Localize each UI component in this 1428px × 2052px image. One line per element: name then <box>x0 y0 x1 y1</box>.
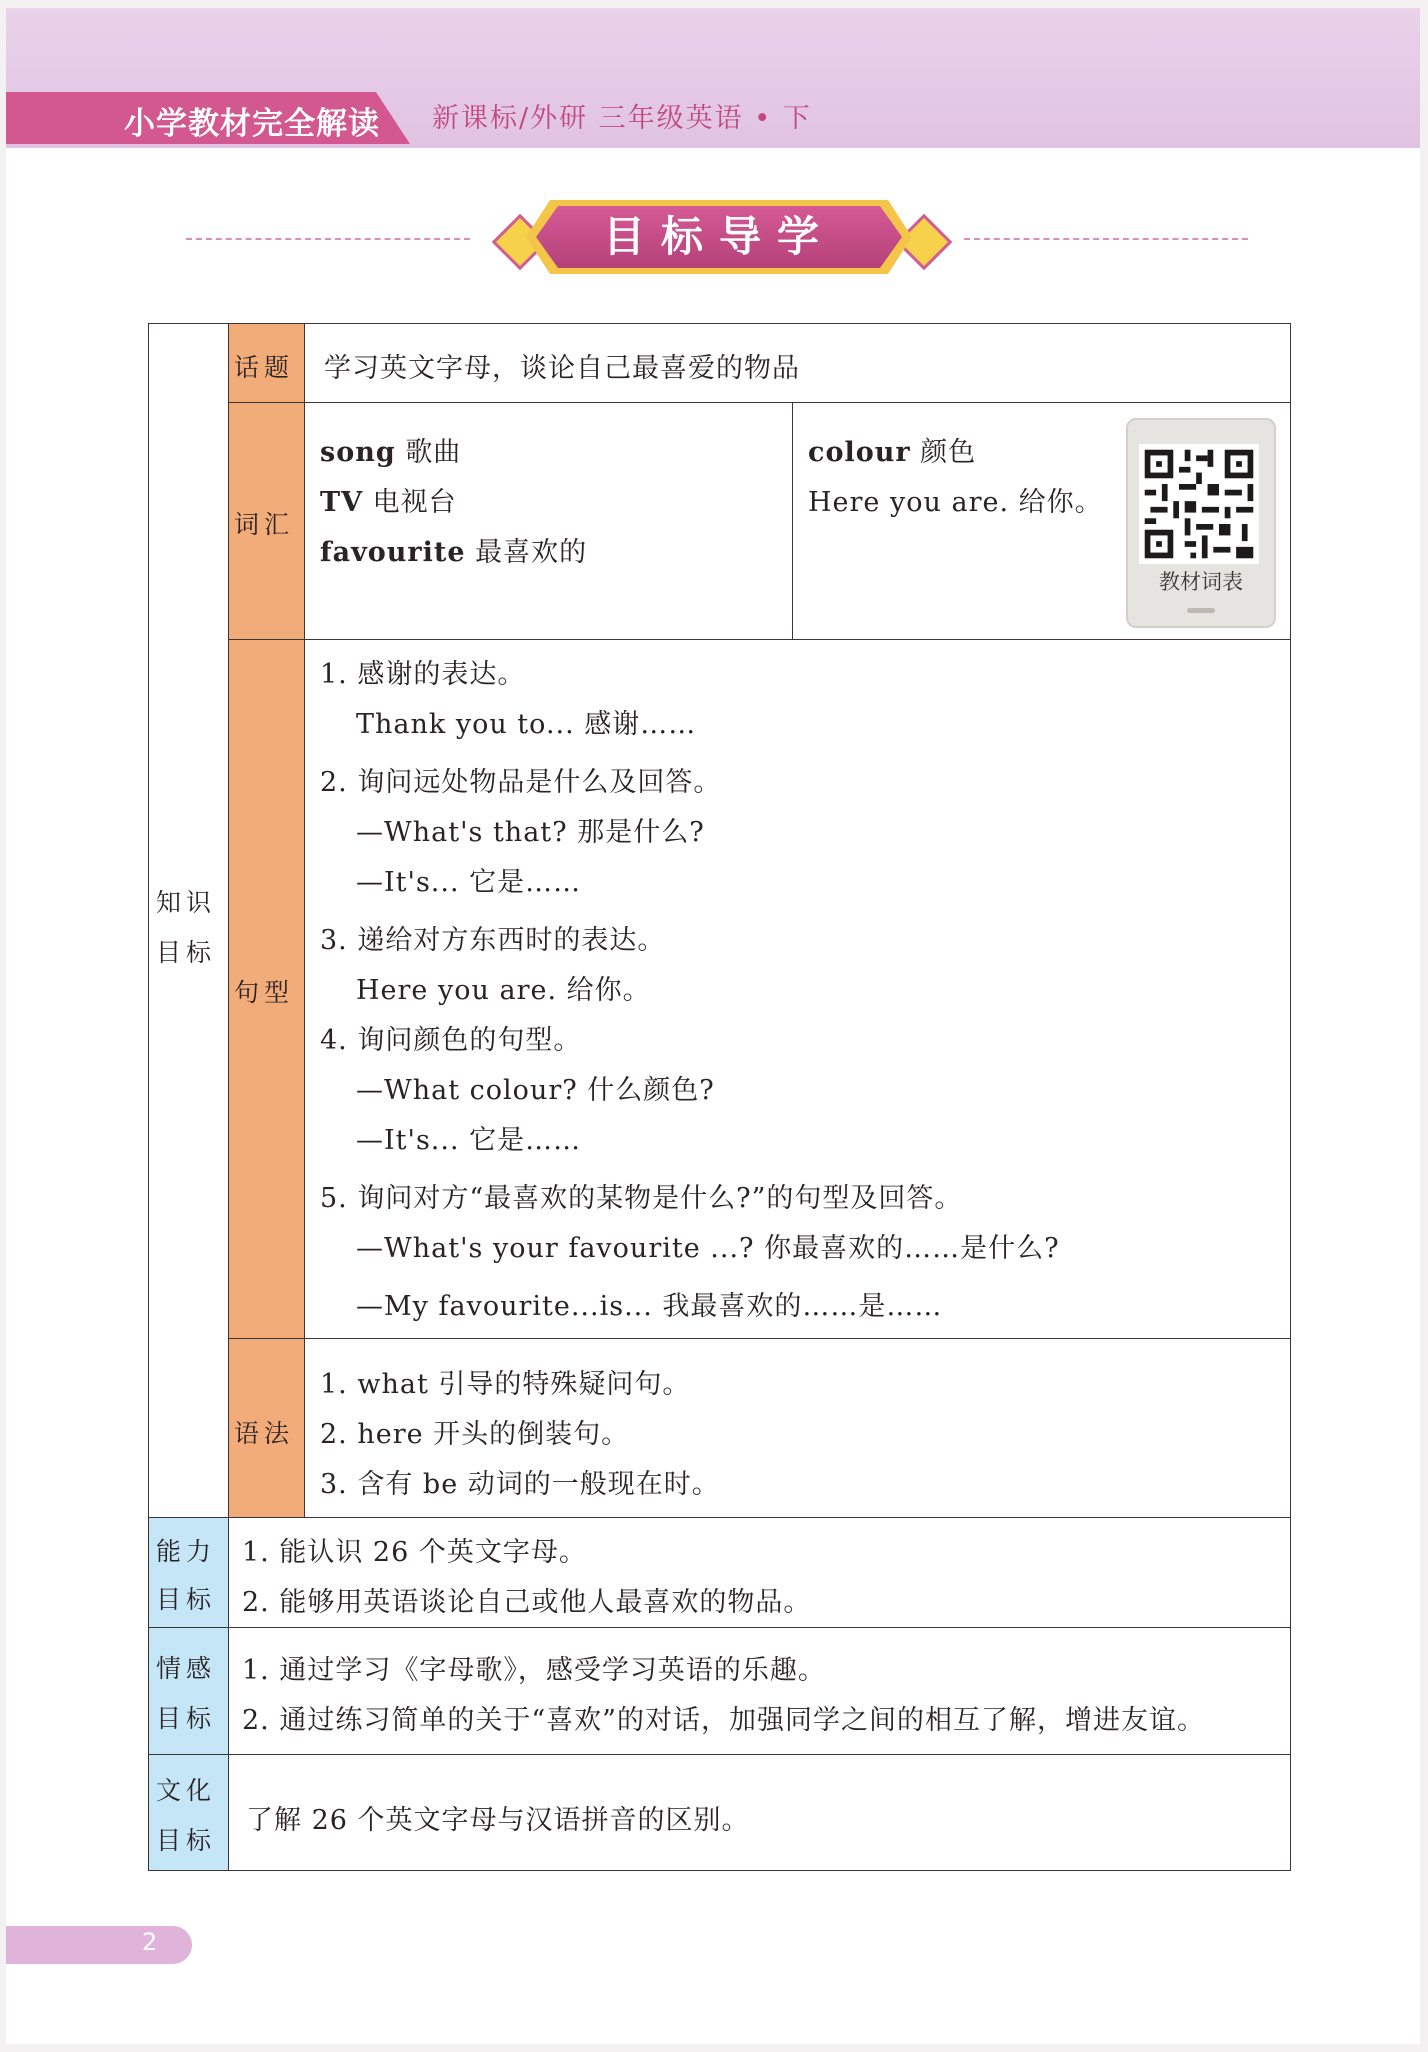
vocab-item <box>320 430 461 469</box>
qr-label: 教材词表 <box>1159 570 1243 594</box>
emotion-item: 2. 通过练习简单的关于“喜欢”的对话，加强同学之间的相互了解，增进友谊。 <box>242 1705 1205 1736</box>
table-rule <box>228 639 1290 640</box>
sentences-label: 句型 <box>234 978 295 1007</box>
sentence-example: —What's your favourite ...? 你最喜欢的……是什么? <box>356 1233 1060 1264</box>
banner-dash-left <box>186 238 470 240</box>
vocab-meaning: 颜色 <box>920 437 977 468</box>
culture-category-label: 文化目标 <box>156 1776 217 1855</box>
sentence-example: —It's... 它是…… <box>356 867 582 898</box>
vocab-word: Here you are. <box>808 487 1010 518</box>
sentence-example: —What's that? 那是什么? <box>356 817 705 848</box>
emotion-item: 1. 通过学习《字母歌》，感受学习英语的乐趣。 <box>242 1655 826 1686</box>
page-number-tab <box>6 1926 192 1964</box>
section-title: 目标导学 <box>602 212 835 261</box>
knowledge-category-label: 知识目标 <box>156 888 217 967</box>
sentence-heading: 3. 递给对方东西时的表达。 <box>320 925 666 956</box>
vocab-meaning: 电视台 <box>372 487 457 518</box>
table-rule <box>304 323 305 1518</box>
sentence-example: Here you are. 给你。 <box>356 975 651 1006</box>
table-rule <box>228 1338 1290 1339</box>
series-title: 新课标/外研 三年级英语 • 下 <box>432 103 812 134</box>
vocab-label: 词汇 <box>234 510 295 539</box>
vocab-meaning: 给你。 <box>1018 487 1103 518</box>
table-rule <box>148 1627 1290 1628</box>
table-border-top <box>148 323 1290 324</box>
emotion-category-label: 情感目标 <box>156 1654 217 1733</box>
sentence-heading: 4. 询问颜色的句型。 <box>320 1025 582 1056</box>
vocab-meaning: 最喜欢的 <box>475 537 588 568</box>
table-border-left <box>148 323 149 1871</box>
sentence-example: —My favourite...is... 我最喜欢的……是…… <box>356 1291 943 1322</box>
brand-title: 小学教材完全解读 <box>124 106 380 142</box>
sentence-example: Thank you to... 感谢…… <box>356 709 697 740</box>
table-border-right <box>1290 323 1291 1871</box>
sentence-heading: 2. 询问远处物品是什么及回答。 <box>320 767 722 798</box>
banner-dash-right <box>964 238 1248 240</box>
page-number: 2 <box>142 1928 158 1956</box>
vocab-word: favourite <box>320 537 466 568</box>
ability-item: 1. 能认识 26 个英文字母。 <box>242 1537 587 1568</box>
ability-category-label: 能力目标 <box>156 1537 217 1614</box>
sentence-example: —It's... 它是…… <box>356 1125 582 1156</box>
grammar-item: 2. here 开头的倒装句。 <box>320 1419 630 1450</box>
table-rule <box>148 1754 1290 1755</box>
qr-code-icon[interactable] <box>1139 444 1259 564</box>
table-rule <box>228 323 229 1871</box>
vocab-item <box>808 480 1103 519</box>
topic-text: 学习英文字母，谈论自己最喜爱的物品 <box>324 353 800 384</box>
grammar-item: 1. what 引导的特殊疑问句。 <box>320 1369 691 1400</box>
grammar-label: 语法 <box>234 1419 295 1448</box>
sentence-heading: 5. 询问对方“最喜欢的某物是什么?”的句型及回答。 <box>320 1183 963 1214</box>
culture-text: 了解 26 个英文字母与汉语拼音的区别。 <box>246 1805 750 1836</box>
vocab-word: TV <box>320 487 364 518</box>
sentence-heading: 1. 感谢的表达。 <box>320 659 526 690</box>
topic-label: 话题 <box>234 353 295 382</box>
sentence-example: —What colour? 什么颜色? <box>356 1075 715 1106</box>
table-rule <box>792 402 793 640</box>
table-border-bottom <box>148 1870 1290 1871</box>
vocab-item <box>320 480 457 519</box>
table-rule <box>148 1517 1290 1518</box>
vocab-word: song <box>320 437 396 468</box>
vocab-item <box>320 530 587 569</box>
vocab-item <box>808 430 976 469</box>
ability-item: 2. 能够用英语谈论自己或他人最喜欢的物品。 <box>242 1587 812 1618</box>
vocab-meaning: 歌曲 <box>405 437 462 468</box>
vocab-word: colour <box>808 437 911 468</box>
qr-card-handle <box>1187 608 1215 613</box>
grammar-item: 3. 含有 be 动词的一般现在时。 <box>320 1469 720 1500</box>
table-rule <box>228 402 1290 403</box>
